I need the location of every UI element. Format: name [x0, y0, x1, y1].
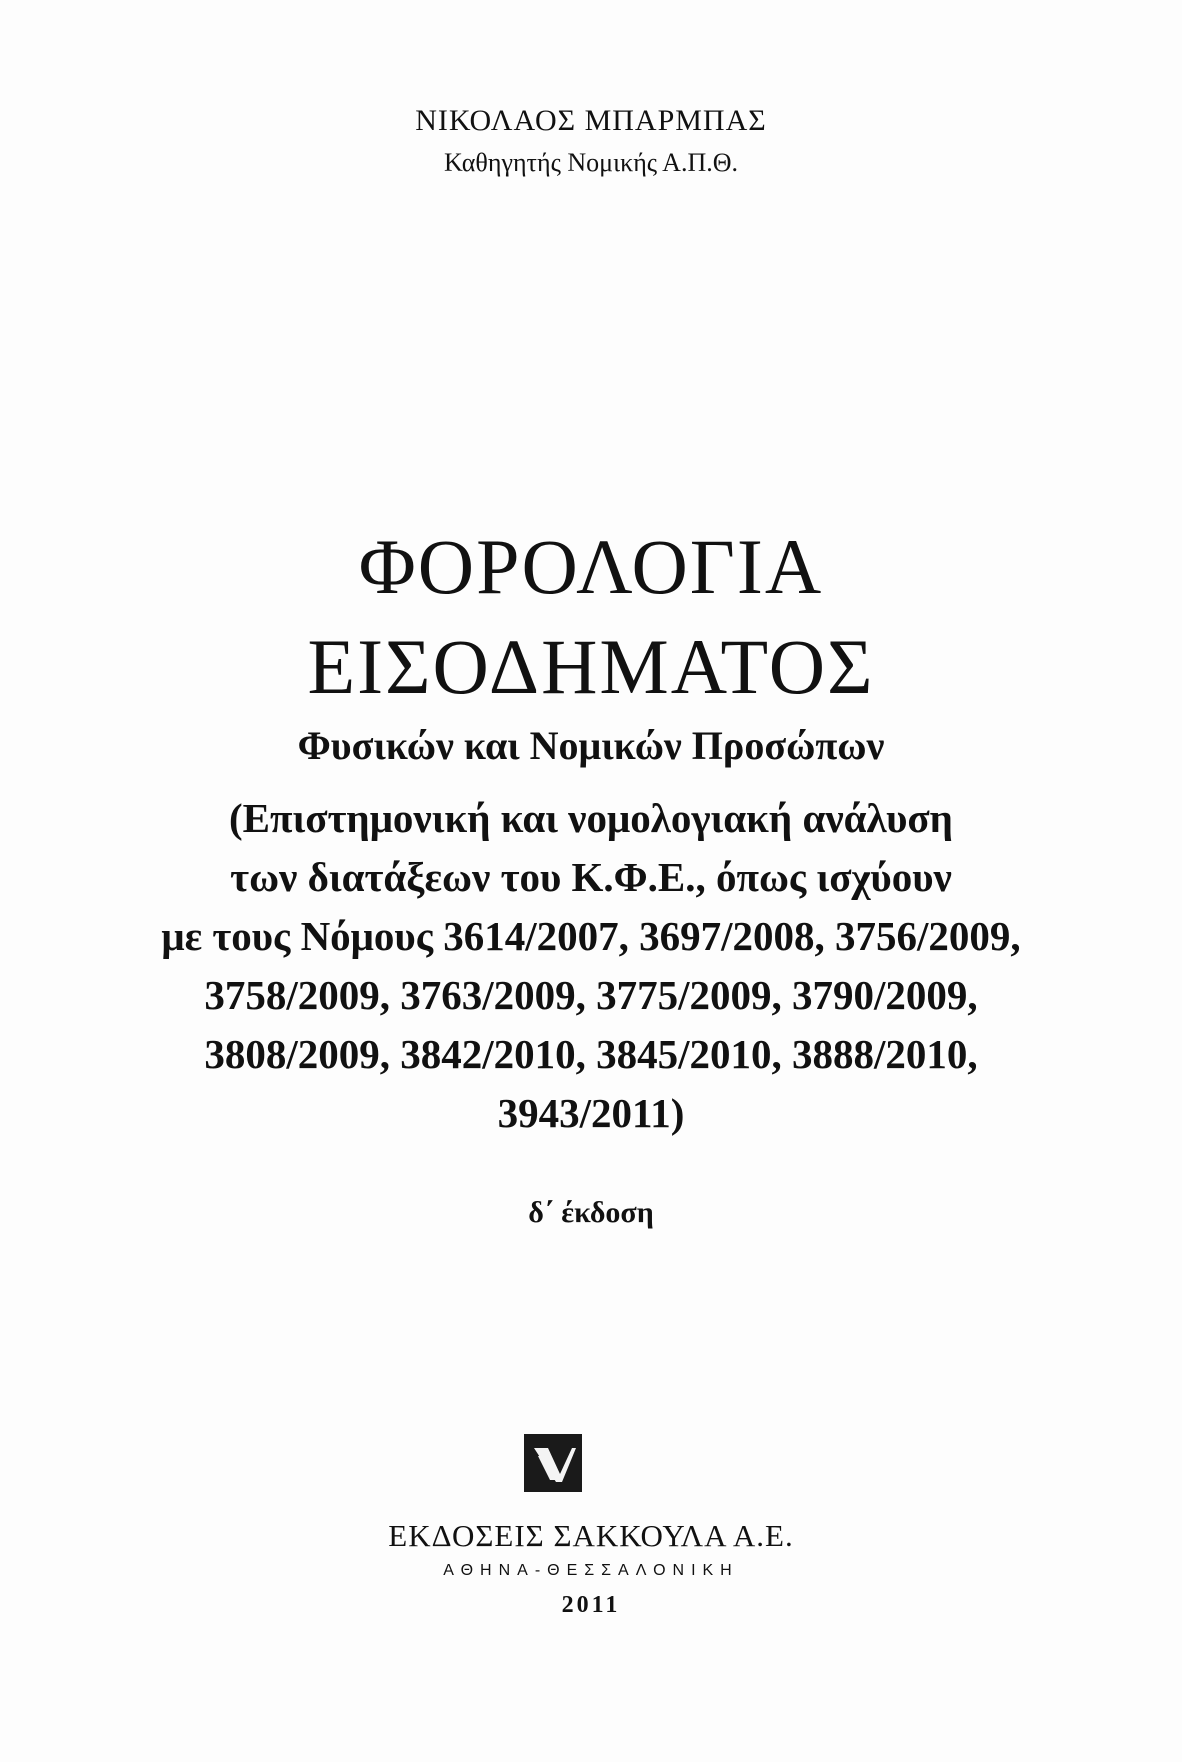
- publisher-name: ΕΚΔΟΣΕΙΣ ΣΑΚΚΟΥΛΑ Α.Ε.: [388, 1518, 794, 1553]
- sakkoulas-logo-icon: [524, 1434, 582, 1492]
- description-line-1: (Επιστημονική και νομολογιακή ανάλυση: [229, 795, 953, 841]
- description-line-4: 3758/2009, 3763/2009, 3775/2009, 3790/2009,: [204, 972, 978, 1018]
- author-name: ΝΙΚΟΛΑΟΣ ΜΠΑΡΜΠΑΣ: [415, 104, 767, 137]
- publication-year: 2011: [561, 1592, 621, 1618]
- description-line-6: 3943/2011): [497, 1090, 685, 1136]
- author-role: Καθηγητής Νομικής Α.Π.Θ.: [443, 148, 738, 177]
- book-title-line-1: ΦΟΡΟΛΟΓΙΑ: [358, 523, 824, 610]
- description-line-2: των διατάξεων του Κ.Φ.Ε., όπως ισχύουν: [230, 854, 952, 900]
- book-title-line-2: ΕΙΣΟΔΗΜΑΤΟΣ: [307, 623, 875, 710]
- description-line-3: με τους Νόμους 3614/2007, 3697/2008, 3756/2009,: [161, 913, 1021, 959]
- book-subtitle: Φυσικών και Νομικών Προσώπων: [297, 723, 885, 768]
- description-line-5: 3808/2009, 3842/2010, 3845/2010, 3888/2010,: [204, 1031, 978, 1077]
- edition-label: δ΄ έκδοση: [528, 1196, 654, 1229]
- publisher-cities: ΑΘΗΝΑ-ΘΕΣΣΑΛΟΝΙΚΗ: [443, 1562, 739, 1579]
